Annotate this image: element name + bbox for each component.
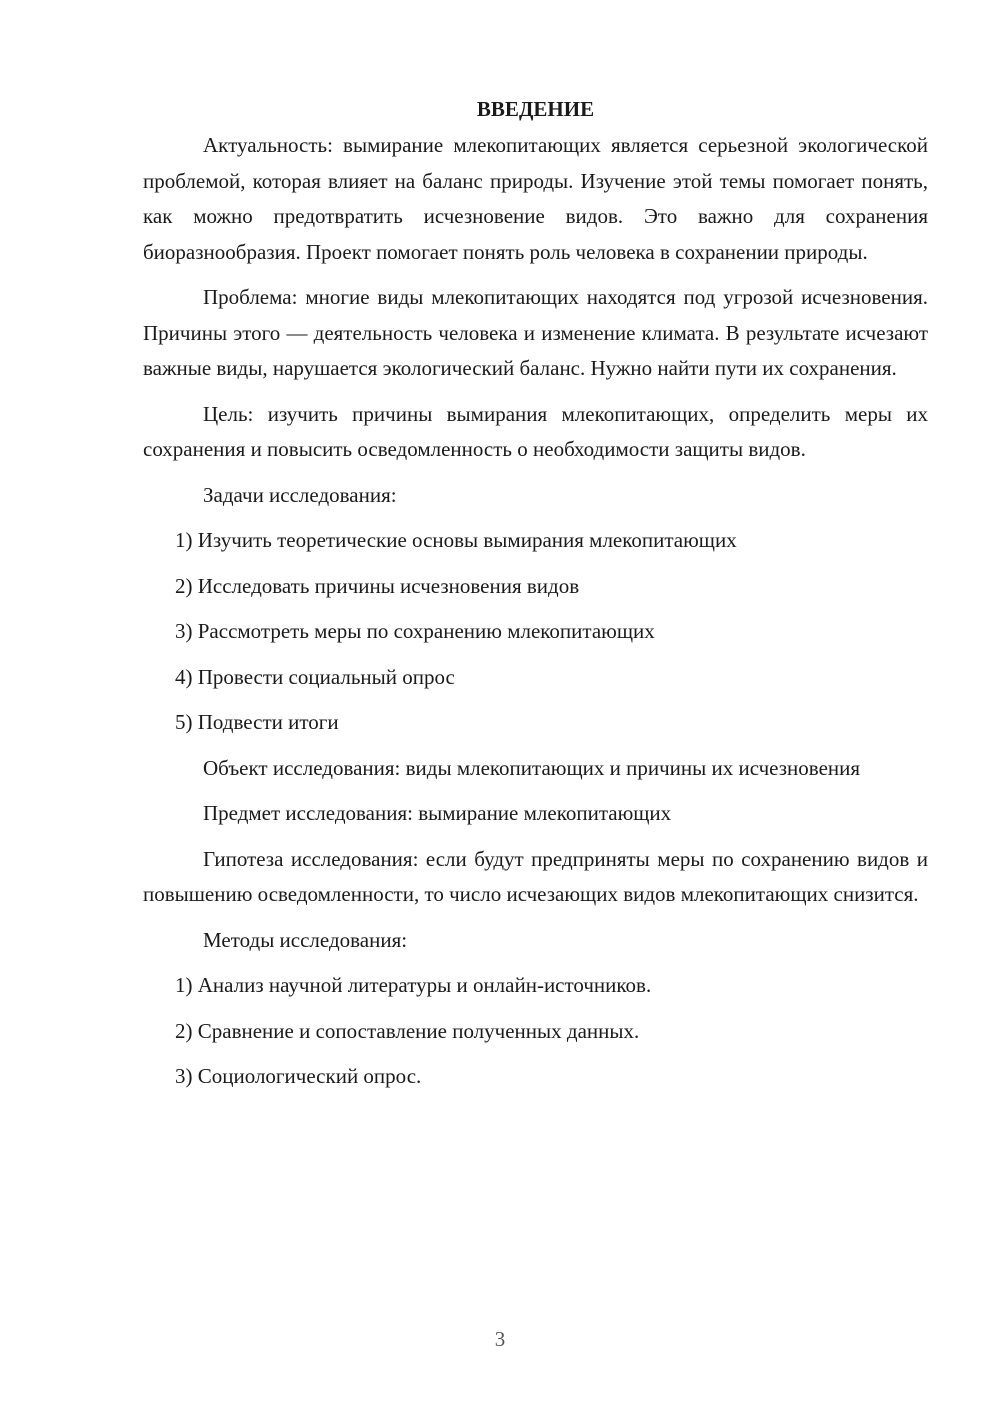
- subject-paragraph: Предмет исследования: вымирание млекопитающих: [203, 801, 672, 825]
- task-item: 2) Исследовать причины исчезновения видов: [175, 573, 580, 598]
- method-item: 2) Сравнение и сопоставление полученных данных.: [175, 1018, 640, 1043]
- tasks-list: [143, 523, 928, 741]
- section-title: ВВЕДЕНИЕ: [476, 97, 595, 121]
- methods-list: [143, 968, 928, 1095]
- problem-paragraph: Проблема: многие виды млекопитающих находятся под угрозой исчезновения. Причины этого — деятельность человека и изменение климата. В результате исчезают важные виды, нарушается экологический баланс. Нужно найти пути их сохранения.: [143, 285, 928, 380]
- object-paragraph: Объект исследования: виды млекопитающих и причины их исчезновения: [203, 755, 861, 780]
- goal-paragraph: Цель: изучить причины вымирания млекопитающих, определить меры их сохранения и повысить осведомленность о необходимости защиты видов.: [143, 401, 928, 461]
- hypothesis-paragraph: Гипотеза исследования: если будут предприняты меры по сохранению видов и повышению осведомленности, то число исчезающих видов млекопитающих снизится.: [143, 846, 928, 906]
- task-item: 5) Подвести итоги: [175, 710, 339, 734]
- relevance-paragraph: Актуальность: вымирание млекопитающих является серьезной экологической проблемой, которая влияет на баланс природы. Изучение этой темы помогает понять, как можно предотвратить исчезновение видов. Это важно для сохранения биоразнообразия. Проект помогает понять роль человека в сохранении природы.: [143, 133, 928, 264]
- document-page: [143, 92, 928, 1105]
- task-item: 3) Рассмотреть меры по сохранению млекопитающих: [175, 619, 655, 643]
- methods-heading: Методы исследования:: [203, 927, 408, 952]
- task-item: 1) Изучить теоретические основы вымирания млекопитающих: [175, 528, 737, 552]
- method-item: 3) Социологический опрос.: [175, 1064, 422, 1088]
- page-number: 3: [494, 1327, 506, 1351]
- task-item: 4) Провести социальный опрос: [175, 664, 455, 689]
- tasks-heading: Задачи исследования:: [203, 482, 397, 507]
- method-item: 1) Анализ научной литературы и онлайн-источников.: [175, 973, 652, 997]
